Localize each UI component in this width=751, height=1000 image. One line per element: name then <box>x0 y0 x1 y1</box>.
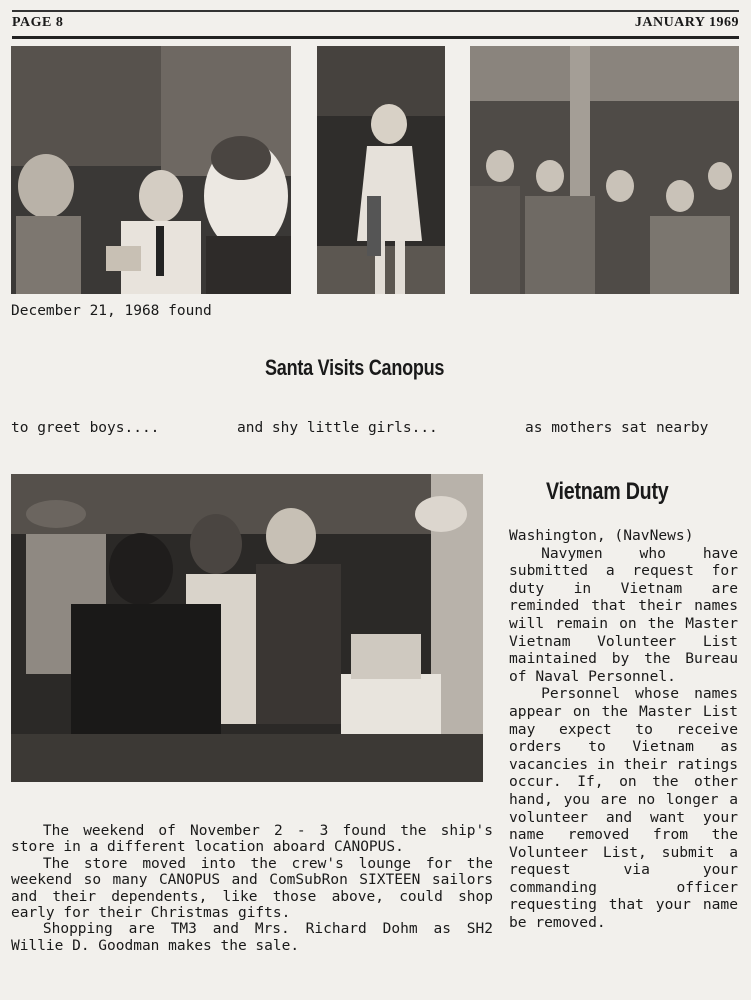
photo-mothers-seated <box>470 46 739 294</box>
caption-mothers: as mothers sat nearby <box>525 420 709 436</box>
page-number: PAGE 8 <box>12 15 64 30</box>
vietnam-headline: Vietnam Duty <box>546 478 669 505</box>
santa-headline: Santa Visits Canopus <box>265 355 445 380</box>
caption-boys: to greet boys.... <box>11 420 160 436</box>
vietnam-story <box>509 527 738 932</box>
store-para-3: Shopping are TM3 and Mrs. Richard Dohm as SH2 Willie D. Goodman makes the sale. <box>11 921 493 954</box>
vietnam-dateline: Washington, (NavNews) <box>509 527 694 544</box>
page-header <box>12 10 739 39</box>
photo-little-girl <box>317 46 445 294</box>
vietnam-para-1: Navymen who have submitted a request for duty in Vietnam are reminded that their names will remain on the Master Vietnam Volunteer List maintained by the Bureau of Naval Personnel. <box>509 544 738 685</box>
caption-girls: and shy little girls... <box>237 420 438 436</box>
santa-date-caption: December 21, 1968 found <box>11 303 212 319</box>
vietnam-para-2: Personnel whose names appear on the Master List may expect to receive orders to Vietnam as vacancies in their ratings occur. If, on the other hand, you are no longer a volunteer and want your name removed from the Volunteer List, submit a request via your commanding officer requesting that your name be removed. <box>509 685 738 932</box>
issue-date: JANUARY 1969 <box>634 15 739 30</box>
photo-ships-store <box>11 474 483 782</box>
photo-santa-boy <box>11 46 291 294</box>
store-para-1: The weekend of November 2 - 3 found the ship's store in a different location aboard CANOPUS. <box>11 823 493 856</box>
store-story <box>11 823 493 954</box>
store-para-2: The store moved into the crew's lounge for the weekend so many CANOPUS and ComSubRon SIXTEEN sailors and their dependents, like those above, could shop early for their Christmas gifts. <box>11 855 493 922</box>
